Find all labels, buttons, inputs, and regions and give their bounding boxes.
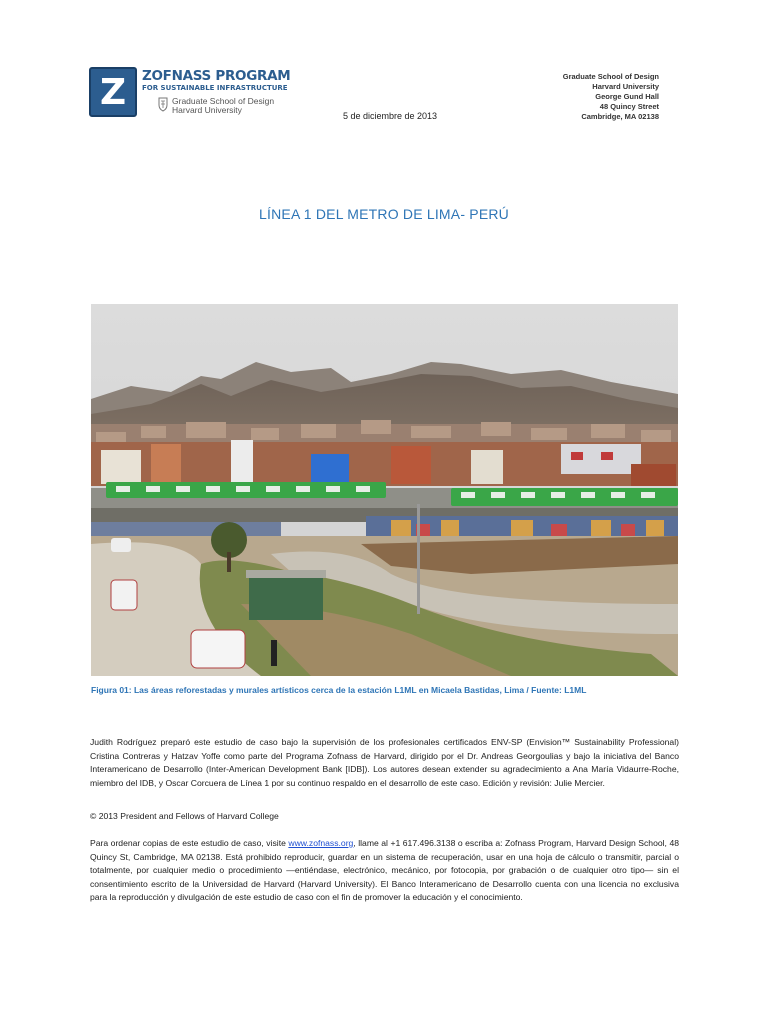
document-title: LÍNEA 1 DEL METRO DE LIMA- PERÚ (259, 206, 509, 222)
logo-gsd-line2: Harvard University (172, 105, 242, 115)
address-line: Graduate School of Design (562, 72, 659, 81)
ordering-paragraph (90, 837, 679, 905)
ordering-text-start: Para ordenar copias de este estudio de caso, visite (90, 838, 289, 848)
zofnass-logo (89, 67, 291, 119)
metro-lima-photo (91, 304, 678, 676)
ordering-text-end: , llame al +1 617.496.3138 o escriba a: Zofnass Program, Harvard Design School, 48 Quincy St, Cambridge, MA 02138. Está prohibido reproducir, guardar en un sistema de recuperación, usar en una hoja de cálculo o transmitir, parcial o totalmente, por cualquier medio o procedimiento —entiéndase, electrónico, mecánico, por fotocopia, por grabación o de cualquier otro tipo— sin el consentimiento escrito de la Universidad de Harvard (Harvard University). El Banco Interamericano de Desarrollo cuenta con una licencia no exclusiva para la reproducción y divulgación de este estudio de caso con el fin de promover la educación y el conocimiento. (90, 838, 680, 902)
logo-subtitle: FOR SUSTAINABLE INFRASTRUCTURE (142, 84, 288, 92)
address-line: Cambridge, MA 02138 (581, 112, 659, 121)
copyright-line: © 2013 President and Fellows of Harvard College (90, 811, 279, 821)
address-line: George Gund Hall (595, 92, 659, 101)
logo-gsd-line1: Graduate School of Design (172, 96, 275, 106)
logo-badge (89, 67, 137, 117)
document-date: 5 de diciembre de 2013 (343, 111, 438, 121)
zofnass-website-link[interactable]: www.zofnass.org (288, 838, 354, 848)
address-line: Harvard University (592, 82, 659, 91)
figure-caption: Figura 01: Las áreas reforestadas y murales artísticos cerca de la estación L1ML en Micaela Bastidas, Lima / Fuente: L1ML (91, 685, 587, 695)
logo-letter: Z (99, 72, 127, 113)
acknowledgement-paragraph: Judith Rodríguez preparó este estudio de caso bajo la supervisión de los profesionales certificados ENV-SP (Envision™ Sustainability Professional) Cristina Contreras y Hatzav Yoffe como parte del Programa Zofnass de Harvard, dirigido por el Dr. Andreas Georgoulias y bajo la iniciativa del Banco Interamericano de Desarrollo (Inter-American Development Bank [IDB]). Los autores desean extender su agradecimiento a Ana María Vidaurre-Roche, miembro del IDB, y Oscar Corcuera de Línea 1 por su continuo respaldo en el desarrollo de este caso. Edición y revisión: Julie Mercier. (90, 737, 679, 788)
logo-title: ZOFNASS PROGRAM (142, 68, 291, 84)
address-block (563, 72, 659, 122)
address-line: 48 Quincy Street (599, 102, 659, 111)
figure-photo (91, 304, 678, 676)
gsd-shield-icon (157, 96, 169, 112)
logo-gsd-text (172, 97, 274, 115)
